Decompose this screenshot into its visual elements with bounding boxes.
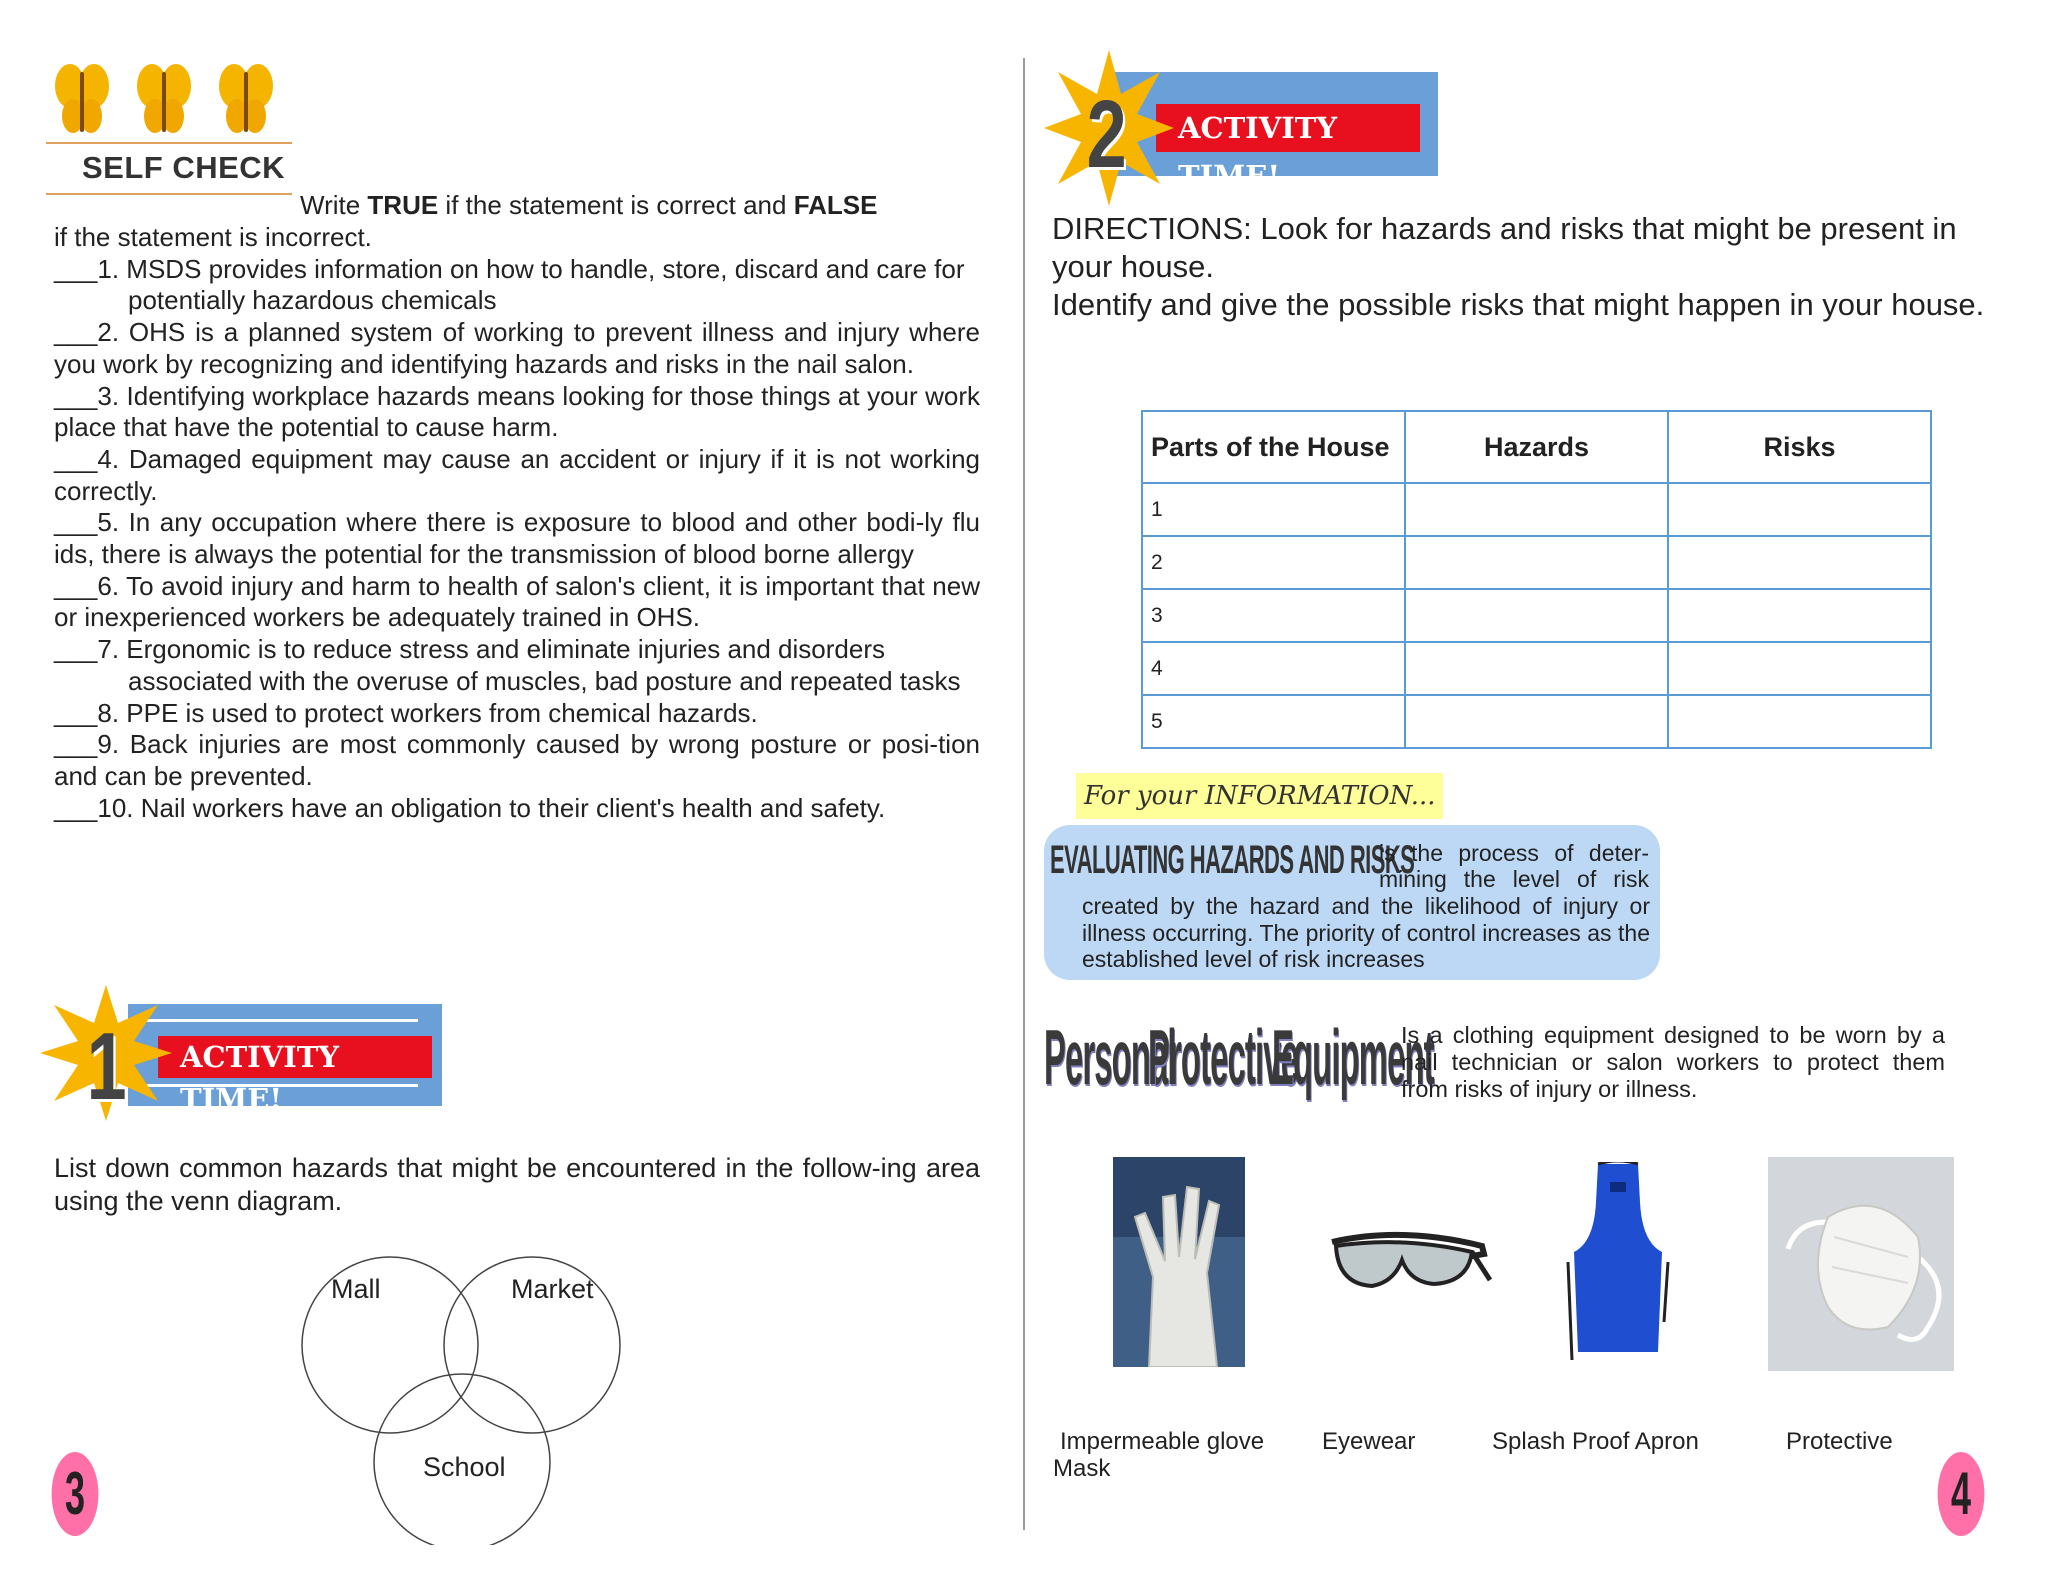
evaluation-text: is the process of deter-: [1379, 840, 1649, 866]
venn-diagram: [280, 1225, 660, 1545]
ppe-label-mask: Mask: [1053, 1455, 1111, 1482]
list-item: ___1. MSDS provides information on how to handle, store, discard and care for: [54, 253, 965, 284]
list-item: ___8. PPE is used to protect workers from chemical hazards.: [54, 697, 758, 728]
list-item: ___2. OHS is a planned system of working to prevent illness and injury where you work by recognizing and identifying hazards and risks in the nail salon.: [54, 317, 980, 379]
table-row: [1142, 536, 1931, 589]
table-cell[interactable]: [1668, 642, 1931, 695]
activity-2-number: 2: [1086, 81, 1127, 188]
row-number: 4: [1142, 642, 1405, 695]
activity-1-instruction: List down common hazards that might be encountered in the follow-ing area using the venn diagram.: [54, 1153, 980, 1216]
ppe-label-protective: Protective: [1786, 1428, 1893, 1455]
ppe-word-protective: Protective: [1148, 1013, 1299, 1101]
table-cell[interactable]: [1405, 589, 1668, 642]
venn-label-market: Market: [511, 1274, 594, 1304]
table-cell[interactable]: [1405, 483, 1668, 536]
hazards-table: [1141, 410, 1932, 749]
ppe-label-eyewear: Eyewear: [1322, 1428, 1416, 1455]
evaluation-text: created by the hazard and the likelihood of injury or illness occurring. The priority of control increases as the established level of risk increases: [1082, 893, 1650, 972]
info-tag: For your INFORMATION...: [1076, 773, 1443, 819]
list-item: associated with the overuse of muscles, bad posture and repeated tasks: [128, 665, 961, 696]
self-check-rule-bottom: [46, 193, 292, 195]
evaluation-heading: EVALUATING HAZARDS AND RISKS: [1050, 838, 1415, 882]
table-cell[interactable]: [1668, 536, 1931, 589]
row-number: 1: [1142, 483, 1405, 536]
page-divider: [1023, 58, 1025, 1530]
table-cell[interactable]: [1668, 483, 1931, 536]
self-check-rule-top: [46, 142, 292, 144]
table-cell[interactable]: [1405, 642, 1668, 695]
evaluation-text: mining the level of risk: [1379, 866, 1649, 892]
apron-icon: [1558, 1162, 1678, 1362]
table-cell[interactable]: [1668, 695, 1931, 748]
table-row: [1142, 483, 1931, 536]
list-item: ___4. Damaged equipment may cause an accident or injury if it is not working correctly.: [54, 443, 980, 506]
mask-icon: [1768, 1157, 1954, 1371]
butterfly-icon: [216, 62, 276, 138]
list-item: if the statement is incorrect.: [54, 222, 372, 252]
table-cell[interactable]: [1668, 589, 1931, 642]
row-number: 3: [1142, 589, 1405, 642]
table-row: [1142, 695, 1931, 748]
eyewear-icon: [1322, 1220, 1492, 1310]
directions-text: DIRECTIONS: Look for hazards and risks that might be present in your house. Identify and give the possible risks that might happen in your house.: [1052, 211, 1985, 322]
activity-2-label: ACTIVITY TIME!: [1156, 104, 1420, 152]
activity-1-label: ACTIVITY TIME!: [158, 1036, 432, 1078]
butterfly-icon: [52, 62, 112, 138]
list-item: ___9. Back injuries are most commonly caused by wrong posture or posi-tion and can be prevented.: [54, 729, 980, 791]
ppe-label-glove: Impermeable glove: [1060, 1428, 1265, 1455]
table-cell[interactable]: [1405, 536, 1668, 589]
row-number: 2: [1142, 536, 1405, 589]
venn-label-mall: Mall: [331, 1274, 381, 1304]
self-check-title: SELF CHECK: [82, 150, 286, 185]
activity-1-number: 1: [86, 1013, 127, 1120]
list-item: ___6. To avoid injury and harm to health of salon's client, it is important that new or inexperienced workers be adequately trained in OHS.: [54, 570, 980, 633]
list-item: ___10. Nail workers have an obligation to their client's health and safety.: [54, 792, 886, 823]
list-item: ___3. Identifying workplace hazards means looking for those things at your work place that have the potential to cause harm.: [54, 380, 980, 443]
ppe-word-personal: Personal: [1044, 1013, 1176, 1101]
column-header: Parts of the House: [1142, 411, 1405, 483]
table-row: [1142, 642, 1931, 695]
table-cell[interactable]: [1405, 695, 1668, 748]
self-check-list: [54, 222, 980, 824]
venn-circle-mall: [302, 1257, 478, 1433]
ppe-label-apron: Splash Proof Apron: [1492, 1428, 1699, 1455]
butterfly-icon: [134, 62, 194, 138]
self-check-instructions: Write TRUE if the statement is correct and FALSE: [300, 190, 878, 220]
column-header: Risks: [1668, 411, 1931, 483]
page-number-left: 3: [52, 1452, 99, 1536]
table-row: [1142, 589, 1931, 642]
table-header-row: [1142, 411, 1931, 483]
glove-icon: [1113, 1157, 1245, 1367]
venn-label-school: School: [423, 1452, 506, 1482]
row-number: 5: [1142, 695, 1405, 748]
ppe-description: Is a clothing equipment designed to be worn by a nail technician or salon workers to protect them from risks of injury or illness.: [1401, 1022, 1945, 1102]
list-item: ___7. Ergonomic is to reduce stress and eliminate injuries and disorders: [54, 634, 885, 665]
list-item: ___5. In any occupation where there is exposure to blood and other bodi-ly flu ids, there is always the potential for the transmission of blood borne allergy: [54, 507, 980, 570]
page-number-right: 4: [1938, 1452, 1985, 1536]
column-header: Hazards: [1405, 411, 1668, 483]
ppe-word-equipment: Equipment: [1272, 1013, 1434, 1101]
list-item: potentially hazardous chemicals: [128, 285, 497, 316]
